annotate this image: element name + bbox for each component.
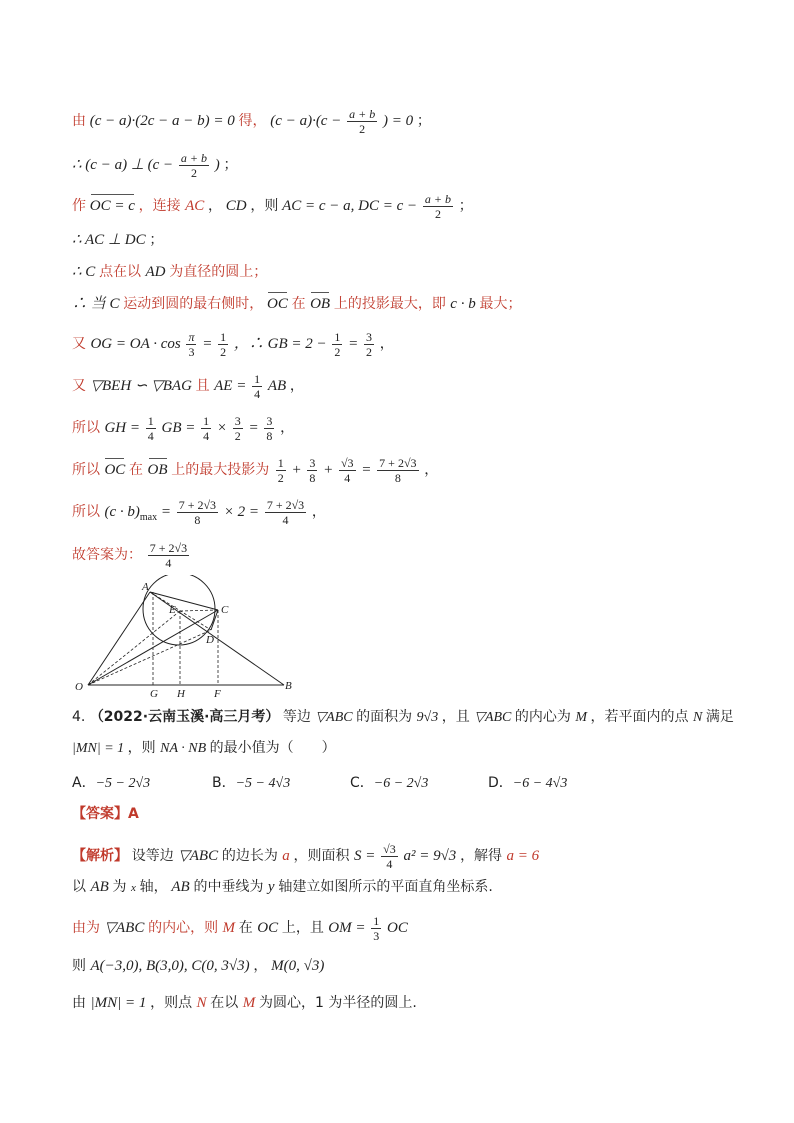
answer-tag: 【答案】: [72, 806, 128, 822]
answer-line: [72, 804, 139, 824]
solution-line-5: ∴ C 点在以 AD 为直径的圆上；: [72, 264, 268, 280]
analysis-line-5: 由 |MN| = 1 ，则点 N 在以 M 为圆心，1 为半径的圆上.: [72, 995, 417, 1011]
fraction: $\frac{a + b}{2}$: [349, 107, 376, 136]
option-c[interactable]: C．−6 − 2√3: [350, 775, 429, 791]
solution-line-1: 由 (c − a)·(2c − a − b) = 0 得， (c − a)·(c − $\frac{a + b}{2}$ ) = 0 ；: [72, 107, 431, 136]
label-E: E: [169, 604, 176, 616]
label-D: D: [206, 634, 214, 646]
analysis-line-4: 则 A(−3,0), B(3,0), C(0, 3√3) ， M(0, √3): [72, 958, 325, 974]
fraction: $\frac{a + b}{2}$: [180, 151, 208, 180]
label-F: F: [214, 688, 221, 700]
solution-line-2: ∴ (c − a) ⊥ (c − $\frac{a + b}{2}$ ) ；: [72, 151, 238, 180]
analysis-line-3: 由为 ▽ABC 的内心，则 M 在 OC 上，且 OM = $\frac{1}{3}$ OC: [72, 914, 408, 943]
label-O: O: [75, 681, 83, 693]
option-b[interactable]: B．−5 − 4√3: [212, 775, 291, 791]
segment-AC: [150, 592, 218, 610]
option-d[interactable]: D．−6 − 4√3: [488, 775, 568, 791]
label-A: A: [142, 581, 149, 593]
label-C: C: [221, 604, 229, 616]
solution-line-12: 故答案为： $\frac{7 + 2√3}{4}$: [72, 541, 188, 570]
circle-AD-diameter: [143, 575, 215, 645]
problem-4-stem: 4. （2022·云南玉溪·高三月考） 等边 ▽ABC 的面积为 9√3 ，且 ▽ABC 的内心为 M ，若平面内的点 N 满足: [72, 709, 734, 725]
solution-line-7: 又 OG = OA · cos $\frac{\pi}{3}$ = $\frac{1}{2}$ ，∴ GB = 2 − $\frac{1}{2}$ = $\frac{3}{2}$ ，: [72, 330, 394, 359]
geometry-figure: [70, 575, 300, 700]
analysis-line-1: 【解析】 设等边 ▽ABC 的边长为 a ，则面积 S = $\frac{√3}{4}$ a² = 9√3 ，解得 a = 6: [72, 842, 540, 871]
label-H: H: [177, 688, 185, 700]
fraction: $\frac{a + b}{2}$: [424, 192, 452, 221]
label-G: G: [150, 688, 158, 700]
option-a[interactable]: A．−5 − 2√3: [72, 775, 151, 791]
analysis-line-2: 以 AB 为 x 轴， AB 的中垂线为 y 轴建立如图所示的平面直角坐标系.: [72, 879, 493, 895]
solution-line-8: 又 ▽BEH ∽ ▽BAG 且 AE = $\frac{1}{4}$ AB ，: [72, 372, 304, 401]
solution-line-4: ∴ AC ⊥ DC ；: [72, 232, 164, 248]
answer-value: A: [128, 806, 139, 822]
solution-line-9: 所以 GH = $\frac{1}{4}$ GB = $\frac{1}{4}$ × $\frac{3}{2}$ = $\frac{3}{8}$ ，: [72, 414, 295, 443]
problem-4-stem-line-2: |MN| = 1 ，则 NA · NB 的最小值为（ ）: [72, 740, 336, 756]
solution-line-6: ∴ 当 C 运动到圆的最右侧时， OC 在 OB 上的投影最大，即 c · b 最大；: [72, 296, 522, 312]
segment-OA: [88, 592, 150, 685]
solution-line-3: 作 OC = c ，连接 AC ， CD ，则 AC = c − a, DC = c − $\frac{a + b}{2}$ ；: [72, 192, 473, 221]
dashed-EC: [180, 610, 218, 611]
solution-line-11: 所以 $(c \cdot b)_{max}$ = $\frac{7 + 2√3}{8}$ × 2 = $\frac{7 + 2√3}{4}$ ，: [72, 498, 326, 527]
analysis-tag: 【解析】: [72, 847, 128, 864]
solution-line-10: 所以 OC 在 OB 上的最大投影为 $\frac{1}{2}$ + $\frac{3}{8}$ + $\frac{√3}{4}$ = $\frac{7 + 2√3}{8}$ ，: [72, 456, 439, 485]
dashed-OE: [88, 611, 180, 685]
label-B: B: [285, 680, 292, 692]
